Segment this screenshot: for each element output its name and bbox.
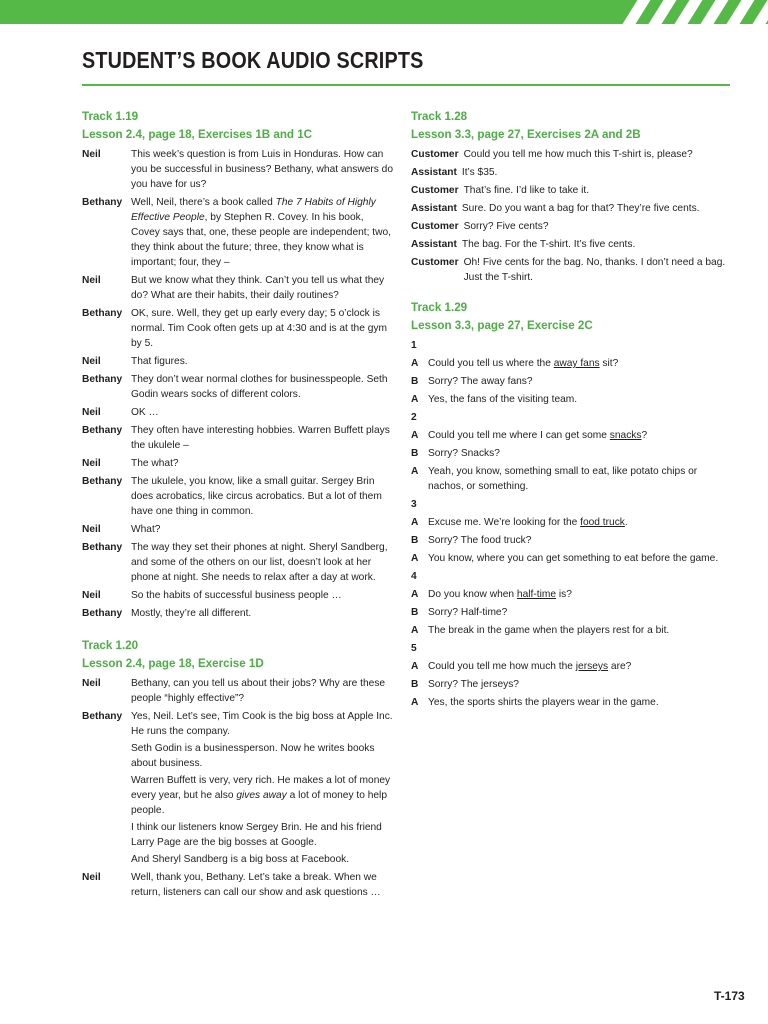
line-text: Yes, the sports shirts the players wear in the game. bbox=[428, 697, 659, 708]
speaker-label: A bbox=[411, 358, 419, 369]
speaker-label: A bbox=[411, 553, 419, 564]
text-segment: a lot of money to help people. bbox=[131, 790, 387, 816]
decorative-stripe bbox=[701, 0, 729, 24]
line-text: What? bbox=[131, 524, 161, 535]
page-number: T-173 bbox=[714, 989, 745, 1003]
line-text: The what? bbox=[131, 458, 179, 469]
text-segment: are? bbox=[608, 661, 632, 672]
dialogue-line bbox=[82, 147, 394, 192]
dialogue-line bbox=[411, 551, 731, 566]
dialogue-line bbox=[411, 219, 731, 234]
dialogue-line bbox=[82, 676, 394, 706]
speaker-label: Bethany bbox=[82, 542, 123, 553]
speaker-label: Neil bbox=[82, 524, 101, 535]
dialogue-line bbox=[411, 515, 731, 530]
speaker-label: Customer bbox=[411, 257, 459, 268]
text-segment: is? bbox=[556, 589, 572, 600]
speaker-label: Neil bbox=[82, 149, 101, 160]
line-text: But we know what they think. Can’t you tell us what they do? What are their habits, their daily routines? bbox=[131, 275, 385, 301]
speaker-label: Bethany bbox=[82, 308, 123, 319]
underlined-term: jerseys bbox=[575, 661, 609, 672]
dialogue-line bbox=[411, 587, 731, 602]
speaker-label: Assistant bbox=[411, 239, 457, 250]
speaker-label: A bbox=[411, 589, 419, 600]
dialogue-line bbox=[411, 677, 731, 692]
line-text: They often have interesting hobbies. Warren Buffett plays the ukulele – bbox=[131, 425, 390, 451]
line-text: Well, thank you, Bethany. Let’s take a break. When we return, listeners can call our show and ask questions … bbox=[131, 872, 381, 898]
dialogue-line bbox=[82, 273, 394, 303]
speaker-label: A bbox=[411, 430, 419, 441]
continued-line: And Sheryl Sandberg is a big boss at Facebook. bbox=[131, 854, 350, 865]
line-text: Sorry? Snacks? bbox=[428, 448, 500, 459]
dialogue-line bbox=[411, 605, 731, 620]
line-text: They don’t wear normal clothes for businesspeople. Seth Godin wears socks of different colors. bbox=[131, 374, 388, 400]
speaker-label: Neil bbox=[82, 678, 101, 689]
track-heading: Track 1.29 bbox=[411, 301, 468, 314]
underlined-term: half-time bbox=[516, 589, 556, 600]
dialogue-line bbox=[82, 870, 394, 900]
dialogue-line bbox=[82, 195, 394, 270]
left-column bbox=[82, 108, 394, 900]
line-text bbox=[428, 515, 731, 530]
track-heading: Track 1.20 bbox=[82, 639, 139, 652]
speaker-label: Customer bbox=[411, 185, 459, 196]
top-color-bar bbox=[0, 0, 768, 24]
dialogue-line bbox=[82, 540, 394, 585]
speaker-label: Assistant bbox=[411, 167, 457, 178]
dialogue-line bbox=[411, 392, 731, 407]
lesson-heading: Lesson 3.3, page 27, Exercises 2A and 2B bbox=[411, 128, 641, 141]
speaker-label: Bethany bbox=[82, 608, 123, 619]
item-number: 5 bbox=[411, 643, 417, 654]
dialogue-line bbox=[82, 423, 394, 453]
track-1-29 bbox=[411, 299, 731, 710]
decorative-stripe bbox=[649, 0, 677, 24]
line-text: Yes, the fans of the visiting team. bbox=[428, 394, 578, 405]
dialogue-line bbox=[411, 623, 731, 638]
dialogue-line bbox=[411, 255, 731, 285]
dialogue-line bbox=[411, 201, 731, 216]
line-text: Oh! Five cents for the bag. No, thanks. I don’t need a bag. Just the T-shirt. bbox=[463, 257, 726, 283]
line-text: This week’s question is from Luis in Honduras. How can you be successful in business? Bethany, what answers do you have for us? bbox=[131, 149, 394, 190]
decorative-stripe bbox=[623, 0, 651, 24]
item-number: 3 bbox=[411, 499, 417, 510]
dialogue-line bbox=[82, 456, 394, 471]
lesson-heading: Lesson 2.4, page 18, Exercises 1B and 1C bbox=[82, 128, 313, 141]
text-segment: Well, Neil, there’s a book called bbox=[131, 197, 276, 208]
lesson-heading: Lesson 2.4, page 18, Exercise 1D bbox=[82, 657, 264, 670]
dialogue-line bbox=[411, 446, 731, 461]
line-text: The way they set their phones at night. Sheryl Sandberg, and some of the others on our list, doesn’t look at her phone at night. She needs to relax after a day at work. bbox=[131, 542, 388, 583]
speaker-label: A bbox=[411, 625, 419, 636]
line-text: The ukulele, you know, like a small guitar. Sergey Brin does acrobatics, like circus acrobatics. But a lot of them have one thing in common. bbox=[131, 476, 382, 517]
text-segment: Could you tell me where I can get some bbox=[428, 430, 610, 441]
line-text bbox=[428, 356, 731, 371]
line-text: OK … bbox=[131, 407, 159, 418]
speaker-label: Customer bbox=[411, 221, 459, 232]
speaker-label: Bethany bbox=[82, 425, 123, 436]
dialogue-line bbox=[82, 306, 394, 351]
speaker-label: Bethany bbox=[82, 711, 123, 722]
speaker-label: A bbox=[411, 661, 419, 672]
line-text: Yeah, you know, something small to eat, like potato chips or nachos, or something. bbox=[428, 466, 698, 492]
line-text: You know, where you can get something to eat before the game. bbox=[428, 553, 719, 564]
line-text bbox=[428, 659, 731, 674]
text-segment: , by Stephen R. Covey. In his book, Covey says that, one, these people are independent; two, they think about the future; three, they know what is important; four, they – bbox=[131, 212, 391, 268]
dialogue-line bbox=[82, 709, 394, 739]
speaker-label: Bethany bbox=[82, 476, 123, 487]
dialogue-line bbox=[82, 372, 394, 402]
dialogue-line bbox=[411, 659, 731, 674]
speaker-label: A bbox=[411, 517, 419, 528]
line-text: Yes, Neil. Let’s see, Tim Cook is the big boss at Apple Inc. He runs the company. bbox=[131, 711, 393, 737]
line-text bbox=[131, 195, 394, 270]
decorative-stripe bbox=[753, 0, 768, 24]
line-text: Sure. Do you want a bag for that? They’re five cents. bbox=[461, 203, 700, 214]
decorative-stripe bbox=[675, 0, 703, 24]
track-heading: Track 1.19 bbox=[82, 110, 139, 123]
speaker-label: B bbox=[411, 607, 419, 618]
line-text: Could you tell me how much this T-shirt is, please? bbox=[463, 149, 693, 160]
speaker-label: B bbox=[411, 679, 419, 690]
line-text: So the habits of successful business people … bbox=[131, 590, 342, 601]
line-text: Bethany, can you tell us about their jobs? Why are these people “highly effective”? bbox=[131, 678, 386, 704]
track-1-28 bbox=[411, 108, 731, 285]
book-title: The 7 Habits of Highly Effective People bbox=[131, 197, 376, 223]
dialogue-line bbox=[82, 606, 394, 621]
decorative-stripe bbox=[727, 0, 755, 24]
title-rule bbox=[82, 84, 730, 86]
speaker-label: Neil bbox=[82, 275, 101, 286]
speaker-label: A bbox=[411, 697, 419, 708]
line-text: OK, sure. Well, they get up early every day; 5 o’clock is normal. Tim Cook often gets up at 4:30 and is at the gym by 5. bbox=[131, 308, 387, 349]
speaker-label: Bethany bbox=[82, 374, 123, 385]
text-segment: Could you tell me how much the bbox=[428, 661, 576, 672]
text-segment: Do you know when bbox=[428, 589, 517, 600]
speaker-label: B bbox=[411, 376, 419, 387]
speaker-label: Assistant bbox=[411, 203, 457, 214]
speaker-label: Bethany bbox=[82, 197, 123, 208]
line-text bbox=[428, 428, 731, 443]
dialogue-line bbox=[411, 428, 731, 443]
dialogue-line bbox=[82, 354, 394, 369]
dialogue-line bbox=[411, 147, 731, 162]
line-text: Sorry? The food truck? bbox=[428, 535, 532, 546]
underlined-term: food truck bbox=[580, 517, 625, 528]
speaker-label: A bbox=[411, 466, 419, 477]
continued-line bbox=[82, 773, 394, 818]
line-text: Sorry? The away fans? bbox=[428, 376, 533, 387]
line-text bbox=[428, 587, 731, 602]
dialogue-line bbox=[411, 374, 731, 389]
page-title: STUDENT’S BOOK AUDIO SCRIPTS bbox=[82, 47, 424, 73]
right-column bbox=[411, 108, 731, 710]
continued-line: I think our listeners know Sergey Brin. He and his friend Larry Page are the big bosses at Google. bbox=[131, 822, 382, 848]
dialogue-line bbox=[411, 464, 731, 494]
dialogue-line bbox=[411, 356, 731, 371]
dialogue-line bbox=[411, 533, 731, 548]
track-1-20 bbox=[82, 637, 394, 900]
line-text: Sorry? The jerseys? bbox=[428, 679, 519, 690]
dialogue-line bbox=[82, 474, 394, 519]
dialogue-line bbox=[82, 588, 394, 603]
underlined-term: away fans bbox=[553, 358, 600, 369]
continued-line: Seth Godin is a businessperson. Now he writes books about business. bbox=[131, 743, 375, 769]
text-segment: Warren Buffett is very, very rich. He makes a lot of money every year, but he also bbox=[131, 775, 391, 801]
item-number: 4 bbox=[411, 571, 417, 582]
speaker-label: B bbox=[411, 448, 419, 459]
text-segment: Excuse me. We’re looking for the bbox=[428, 517, 581, 528]
line-text: It’s $35. bbox=[461, 167, 498, 178]
speaker-label: Neil bbox=[82, 872, 101, 883]
speaker-label: Neil bbox=[82, 356, 101, 367]
text-segment: ? bbox=[641, 430, 648, 441]
line-text: Mostly, they’re all different. bbox=[131, 608, 252, 619]
speaker-label: Neil bbox=[82, 458, 101, 469]
speaker-label: B bbox=[411, 535, 419, 546]
dialogue-line bbox=[411, 237, 731, 252]
track-1-19 bbox=[82, 108, 394, 621]
emphasis-text: gives away bbox=[236, 790, 287, 801]
line-text: The bag. For the T-shirt. It’s five cents. bbox=[461, 239, 636, 250]
item-number: 1 bbox=[411, 340, 417, 351]
text-segment: sit? bbox=[599, 358, 619, 369]
line-text: That figures. bbox=[131, 356, 188, 367]
text-segment: . bbox=[624, 517, 628, 528]
underlined-term: snacks bbox=[609, 430, 642, 441]
speaker-label: Neil bbox=[82, 590, 101, 601]
track-heading: Track 1.28 bbox=[411, 110, 468, 123]
dialogue-line bbox=[82, 522, 394, 537]
lesson-heading: Lesson 3.3, page 27, Exercise 2C bbox=[411, 319, 593, 332]
line-text: Sorry? Half-time? bbox=[428, 607, 508, 618]
dialogue-line bbox=[411, 695, 731, 710]
line-text: That’s fine. I’d like to take it. bbox=[463, 185, 590, 196]
speaker-label: A bbox=[411, 394, 419, 405]
speaker-label: Customer bbox=[411, 149, 459, 160]
dialogue-line bbox=[411, 165, 731, 180]
text-segment: Could you tell us where the bbox=[428, 358, 554, 369]
line-text: The break in the game when the players rest for a bit. bbox=[428, 625, 670, 636]
dialogue-line bbox=[82, 405, 394, 420]
dialogue-line bbox=[411, 183, 731, 198]
item-number: 2 bbox=[411, 412, 417, 423]
speaker-label: Neil bbox=[82, 407, 101, 418]
line-text: Sorry? Five cents? bbox=[463, 221, 549, 232]
